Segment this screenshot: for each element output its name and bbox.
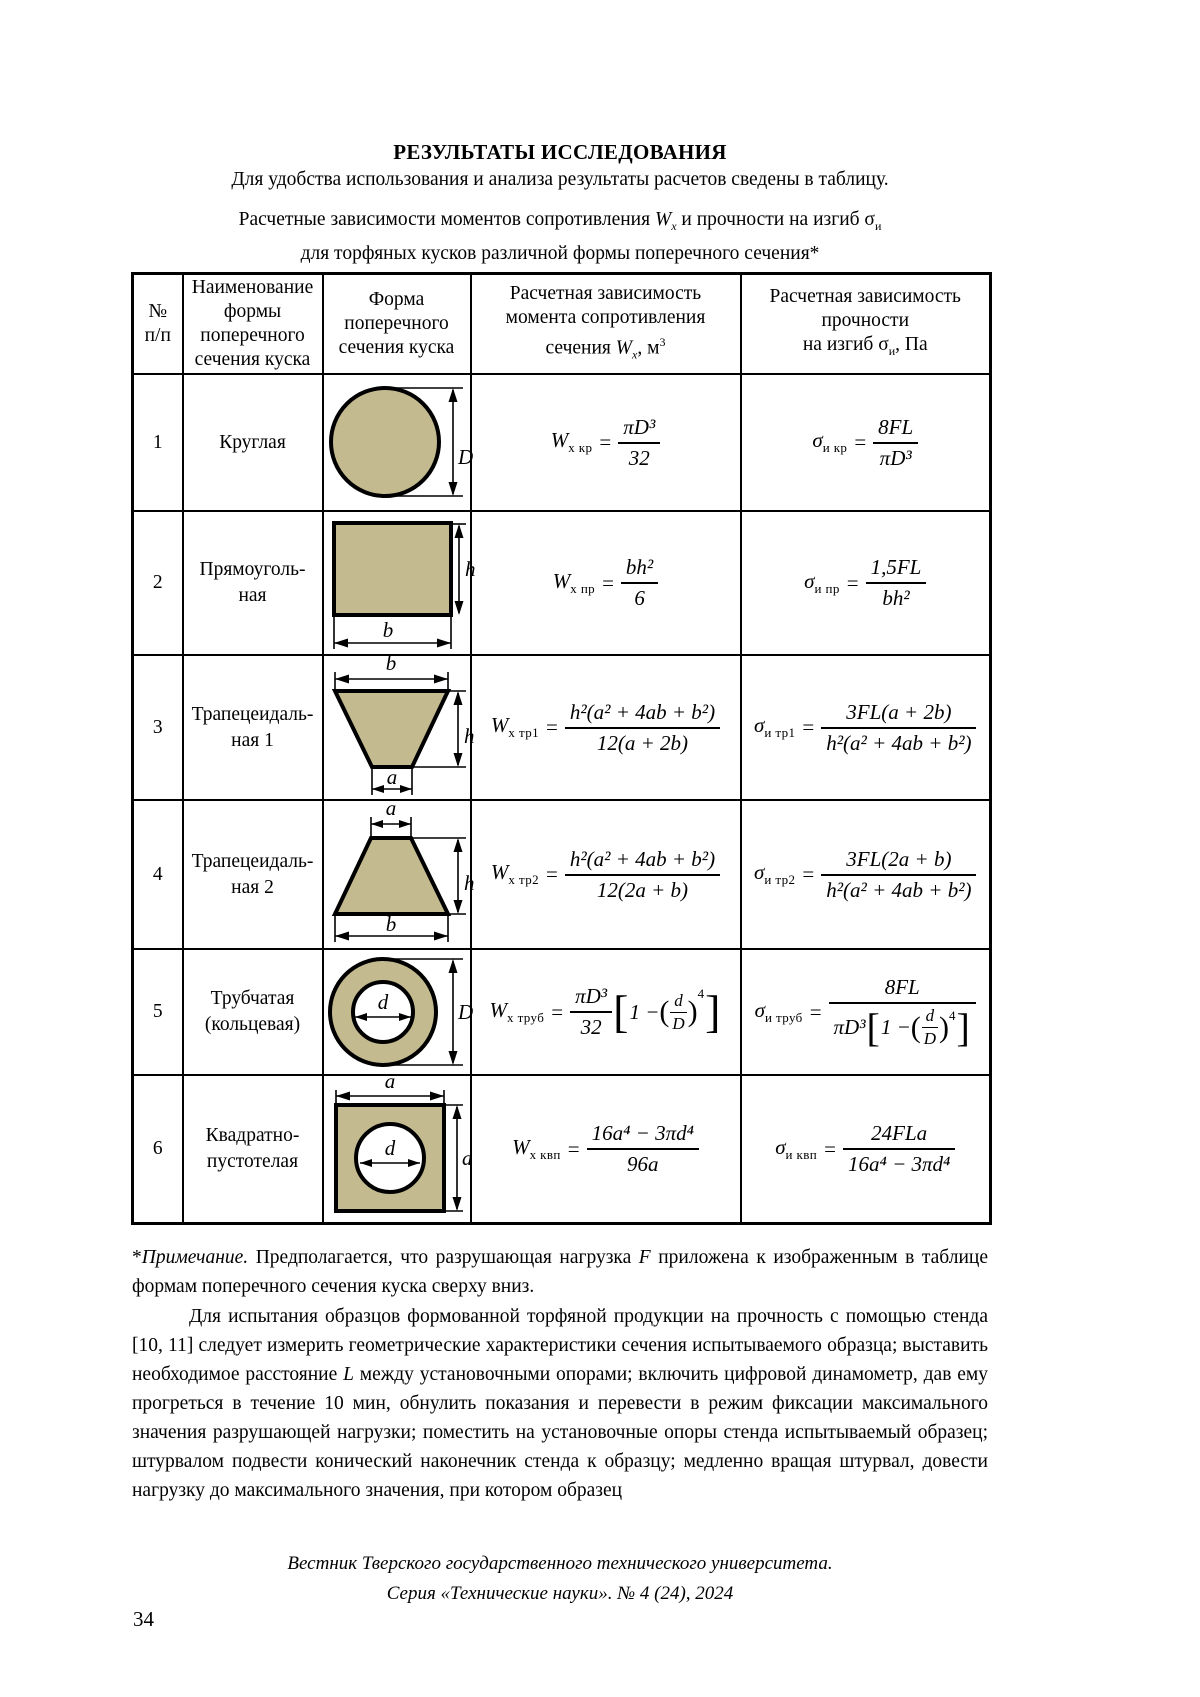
w-formula: $W_{x труб}$ = $\frac{\text{πD³}}{32}$ [ 1 − ( $\frac{d}{D}$ ) 4 ] [489, 984, 721, 1039]
row-number: 4 [133, 800, 183, 949]
table-row [133, 1075, 991, 1224]
shape-name: Трубчатая (кольцевая) [183, 949, 323, 1075]
row-number: 1 [133, 374, 183, 511]
page-number: 34 [133, 1607, 154, 1631]
dim-label-a-right: a [461, 1146, 472, 1170]
shape-name: Прямоуголь- ная [183, 511, 323, 655]
w-formula-cell [471, 655, 741, 800]
shape-cell [323, 374, 471, 511]
sigma-formula-cell [741, 800, 991, 949]
shape-cell [323, 1069, 472, 1224]
footer-journal-title: Вестник Тверского государственного технического университета. [287, 1553, 833, 1574]
footer-journal-issue: Серия «Технические науки». № 4 (24), 2024 [386, 1583, 734, 1604]
sigma-formula-cell [741, 374, 991, 511]
w-formula: $W_{x тр2}$ = $\frac{\text{h²(a² + 4ab + b²)}}{12(2a + b)}$ [475, 847, 737, 903]
header-col-name: Наименование формы поперечного сечения куска [183, 274, 323, 375]
w-formula-cell [471, 949, 741, 1075]
w-formula-cell [471, 374, 741, 511]
sigma-formula-cell [741, 511, 991, 655]
sigma-formula: $\sigma_{и труб}$ = 8FL πD³ [ 1 − ( $\frac{d}{D}$ ) 4 ] [745, 975, 987, 1049]
w-formula: $W_{x квп}$ = $\frac{\text{16a⁴ − 3πd⁴}}{96a}$ [475, 1121, 737, 1177]
footnote-label: Примечание. [141, 1247, 249, 1268]
table-row [133, 655, 991, 800]
row-number: 2 [133, 511, 183, 655]
shape-name: Трапецеидаль- ная 2 [183, 800, 323, 949]
shape-cell [323, 651, 474, 800]
results-table [131, 272, 992, 1225]
force-variable: F [638, 1247, 651, 1268]
w-formula: $W_{x пр}$ = $\frac{\text{bh²}}{6}$ [475, 555, 737, 611]
hollow-square-section-icon [327, 1069, 477, 1221]
circle-section-icon [327, 378, 477, 508]
w-formula: $W_{x тр1}$ = $\frac{\text{h²(a² + 4ab + b²)}}{12(a + 2b)}$ [475, 700, 737, 756]
dim-label-h: h [463, 724, 474, 748]
body-paragraph: Для испытания образцов формованной торфяной продукции на прочность с помощью стенда [10, 11] следует измерить геометрические характеристики сечения испытываемого образца; выставить необходимое расстояние L между установочными опорами; включить цифровой динамометр, дав ему прогреться в течение 10 мин, обнулить показания и перевести в режим фиксации максимального значения разрушающей нагрузки; поместить на установочные опоры стенда испытываемый образец; штурвалом подвести конический наконечник стенда к образцу; медленно вращая штурвал, довести нагрузку до максимального значения, при котором образец [132, 1306, 988, 1501]
table-row [133, 949, 991, 1075]
w-formula-cell [471, 1075, 741, 1224]
w-formula-cell [471, 800, 741, 949]
header-col-w-formula: Расчетная зависимость момента сопротивления сечения $W_x$, $м^3$ [471, 274, 741, 375]
row-number: 3 [133, 655, 183, 800]
table-row [133, 800, 991, 949]
sigma-formula: $\sigma_{и квп}$ = $\frac{\text{24FLa}}{\text{16a⁴ − 3πd⁴}}$ [745, 1121, 987, 1177]
ring-section-icon [327, 951, 477, 1073]
dim-label-D: D [457, 444, 473, 469]
sigma-formula: $\sigma_{и тр1}$ = $\frac{3FL(a + 2b)}{\text{h²(a² + 4ab + b²)}}$ [745, 700, 987, 756]
dim-label-a: a [386, 765, 397, 789]
shape-name: Квадратно- пустотелая [183, 1075, 323, 1224]
dim-label-b: b [385, 651, 396, 675]
dim-label-a-top: a [384, 1069, 395, 1093]
intro-text: Для удобства использования и анализа результаты расчетов сведены в таблицу. [231, 169, 889, 190]
dim-label-b: b [385, 912, 396, 936]
dim-label-d: d [384, 1136, 395, 1160]
length-variable: L [343, 1364, 354, 1385]
trapezoid1-section-icon [327, 651, 477, 798]
dim-label-a: a [385, 796, 396, 820]
dim-label-d: d [377, 990, 388, 1014]
dim-label-D: D [457, 1000, 473, 1024]
dim-label-h: h [463, 871, 474, 895]
table-caption-line2: для торфяных кусков различной формы поперечного сечения* [300, 242, 820, 264]
dim-label-h: h [464, 557, 475, 581]
shape-name: Трапецеидаль- ная 1 [183, 655, 323, 800]
shape-cell [323, 796, 474, 949]
sigma-formula: $\sigma_{и тр2}$ = $\frac{3FL(2a + b)}{\text{h²(a² + 4ab + b²)}}$ [745, 847, 987, 903]
row-number: 5 [133, 949, 183, 1075]
shape-cell [323, 511, 475, 655]
header-col-num: № п/п [133, 274, 183, 375]
header-col-sigma-formula: Расчетная зависимость прочности на изгиб $\sigma_и$, Па [741, 274, 991, 375]
w-formula-cell [471, 511, 741, 655]
sigma-formula-cell [741, 949, 991, 1075]
table-footnote: *Примечание. Предполагается, что разрушающая нагрузка F приложена к изображенным в таблице формам поперечного сечения куска сверху вниз. [132, 1247, 988, 1297]
header-col-shape: Форма поперечного сечения куска [323, 274, 471, 375]
table-row [133, 374, 991, 511]
row-number: 6 [133, 1075, 183, 1224]
page-title: РЕЗУЛЬТАТЫ ИССЛЕДОВАНИЯ [393, 140, 727, 164]
trapezoid2-section-icon [327, 796, 477, 947]
shape-cell [323, 949, 471, 1075]
sigma-formula: $\sigma_{и кр}$ = $\frac{8FL}{\text{πD³}}$ [745, 415, 987, 471]
sigma-formula-cell [741, 1075, 991, 1224]
w-formula: $W_{x кр}$ = $\frac{\text{πD³}}{32}$ [475, 415, 737, 471]
shape-name: Круглая [183, 374, 323, 511]
dim-label-b: b [382, 618, 393, 642]
table-caption [132, 206, 988, 268]
table-header-row [133, 274, 991, 375]
sigma-formula-cell [741, 655, 991, 800]
rectangle-section-icon [327, 513, 477, 653]
sigma-formula: $\sigma_{и пр}$ = $\frac{1,5FL}{\text{bh²}}$ [745, 555, 987, 611]
table-caption-line1: Расчетные зависимости моментов сопротивления $W_x$ и прочности на изгиб $\sigma_и$ [238, 209, 882, 233]
table-row [133, 511, 991, 655]
